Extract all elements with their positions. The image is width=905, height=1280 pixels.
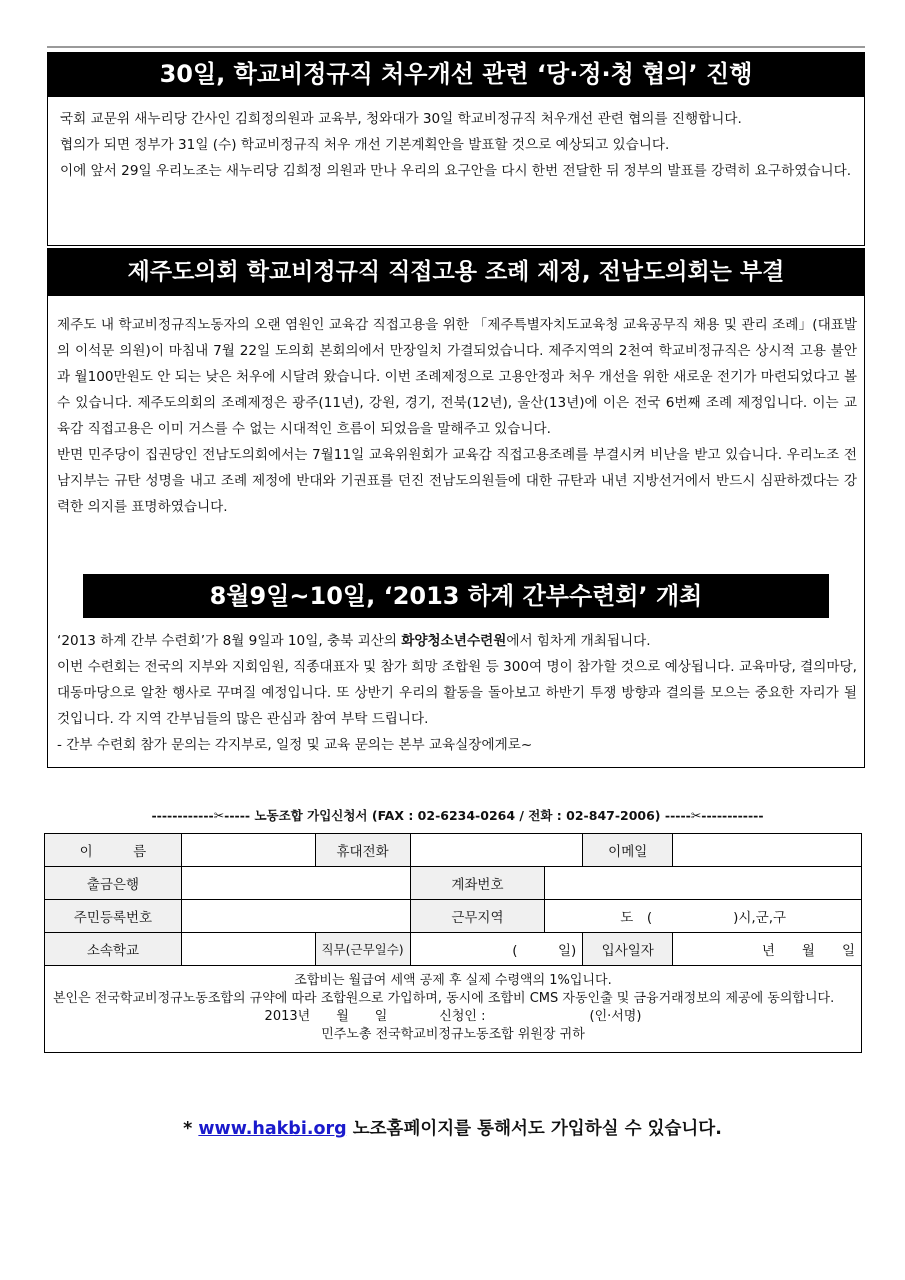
resident-no-field[interactable]	[181, 900, 410, 933]
form-row	[45, 834, 862, 867]
work-region-field[interactable]: 도 ( )시,군,구	[545, 900, 862, 933]
job-field[interactable]: ( 일)	[410, 933, 583, 966]
section1-title: 30일, 학교비정규직 처우개선 관련 ‘당·정·청 협의’ 진행	[47, 52, 865, 96]
section3-p1-after: 에서 힘차게 개최됩니다.	[506, 633, 651, 649]
sections-frame	[47, 296, 865, 768]
form-row	[45, 933, 862, 966]
school-field[interactable]	[181, 933, 315, 966]
account-field[interactable]	[545, 867, 862, 900]
homepage-note	[0, 1115, 905, 1140]
resident-no-label: 주민등록번호	[45, 900, 182, 933]
email-label: 이메일	[583, 834, 673, 867]
bullet-star: *	[183, 1119, 199, 1139]
section1-paragraph: 이에 앞서 29일 우리노조는 새누리당 김희정 의원과 만나 우리의 요구안을 다시 한번 전달한 뒤 정부의 발표를 강력히 요구하였습니다.	[60, 163, 852, 179]
homepage-link[interactable]: www.hakbi.org	[198, 1119, 347, 1139]
job-label: 직무(근무일수)	[315, 933, 410, 966]
venue-name: 화양청소년수련원	[401, 633, 507, 649]
consent-text: 본인은 전국학교비정규노동조합의 규약에 따라 조합원으로 가입하며, 동시에 조합비 CMS 자동인출 및 금융거래정보의 제공에 동의합니다.	[53, 991, 835, 1006]
form-consent-block	[45, 966, 862, 1053]
section1-paragraph: 협의가 되면 정부가 31일 (수) 학교비정규직 처우 개선 기본계획안을 발표할 것으로 예상되고 있습니다.	[60, 137, 670, 153]
membership-form	[44, 833, 862, 1053]
section3-p1-before: ‘2013 하계 간부 수련회’가 8월 9일과 10일, 충북 괴산의	[57, 633, 402, 649]
work-region-label: 근무지역	[410, 900, 545, 933]
section2-paragraph: 반면 민주당이 집권당인 전남도의회에서는 7월11일 교육위원회가 교육감 직접고용조례를 부결시켜 비난을 받고 있습니다. 우리노조 전남지부는 규탄 성명을 내고 조례 제정에 반대와 기권표를 던진 전남도의원들에 대한 규탄과 내년 지방선거에서 반드시 심판하겠다는 강력한 의지를 표명하였습니다.	[57, 447, 857, 515]
section2-paragraph: 제주도 내 학교비정규직노동자의 오랜 염원인 교육감 직접고용을 위한 「제주특별자치도교육청 교육공무직 채용 및 관리 조례」(대표발의 이석문 의원)이 마침내 7월 22일 도의회 본회의에서 만장일치 가결되었습니다. 제주지역의 2천여 학교비정규직은 상시적 고용 불안과 월100만원도 안 되는 낮은 처우에 시달려 왔습니다. 이번 조례제정으로 고용안정과 처우 개선을 위한 새로운 전기가 마련되었다고 볼 수 있습니다. 제주도의회의 조례제정은 광주(11년), 강원, 경기, 전북(12년), 울산(13년)에 이은 전국 6번째 조례 제정입니다. 이는 교육감 직접고용은 이미 거스를 수 없는 시대적인 흐름이 되었음을 말해주고 있습니다.	[57, 317, 857, 437]
account-label: 계좌번호	[410, 867, 545, 900]
email-field[interactable]	[673, 834, 862, 867]
form-row	[45, 867, 862, 900]
bank-label: 출금은행	[45, 867, 182, 900]
form-cutline: ------------✂----- 노동조합 가입신청서 (FAX : 02-6234-0264 / 전화 : 02-847-2006) -----✂------------	[151, 808, 764, 823]
section3-paragraph: 이번 수련회는 전국의 지부와 지회임원, 직종대표자 및 참가 희망 조합원 등 300여 명이 참가할 것으로 예상됩니다. 교육마당, 결의마당, 대동마당으로 알찬 행사로 꾸며질 예정입니다. 또 상반기 우리의 활동을 돌아보고 하반기 투쟁 방향과 결의를 모으는 중요한 자리가 될 것입니다. 각 지역 간부님들의 많은 관심과 참여 부탁 드립니다.	[57, 659, 857, 727]
section3-title: 8월9일~10일, ‘2013 하계 간부수련회’ 개최	[83, 574, 829, 618]
join-date-label: 입사일자	[583, 933, 673, 966]
homepage-note-text: 노조홈페이지를 통해서도 가입하실 수 있습니다.	[346, 1119, 722, 1139]
form-addressee: 민주노총 전국학교비정규노동조합 위원장 귀하	[321, 1027, 585, 1042]
name-field[interactable]	[181, 834, 315, 867]
section1-paragraph: 국회 교문위 새누리당 간사인 김희정의원과 교육부, 청와대가 30일 학교비정규직 처우개선 관련 협의를 진행합니다.	[60, 111, 742, 127]
join-date-field[interactable]: 년 월 일	[673, 933, 862, 966]
school-label: 소속학교	[45, 933, 182, 966]
top-rule	[47, 46, 865, 48]
name-label: 이 름	[45, 834, 182, 867]
section1-body	[60, 106, 855, 184]
form-row	[45, 900, 862, 933]
mobile-field[interactable]	[410, 834, 583, 867]
bank-field[interactable]	[181, 867, 410, 900]
mobile-label: 휴대전화	[315, 834, 410, 867]
section2-title: 제주도의회 학교비정규직 직접고용 조례 제정, 전남도의회는 부결	[47, 248, 865, 296]
form-row	[45, 966, 862, 1053]
signature-line[interactable]: 2013년 월 일 신청인 : (인·서명)	[264, 1009, 642, 1024]
dues-note: 조합비는 월급여 세액 공제 후 실제 수령액의 1%입니다.	[294, 973, 612, 988]
section3-inquiry-note: - 간부 수련회 참가 문의는 각지부로, 일정 및 교육 문의는 본부 교육실장에게로~	[57, 737, 533, 753]
